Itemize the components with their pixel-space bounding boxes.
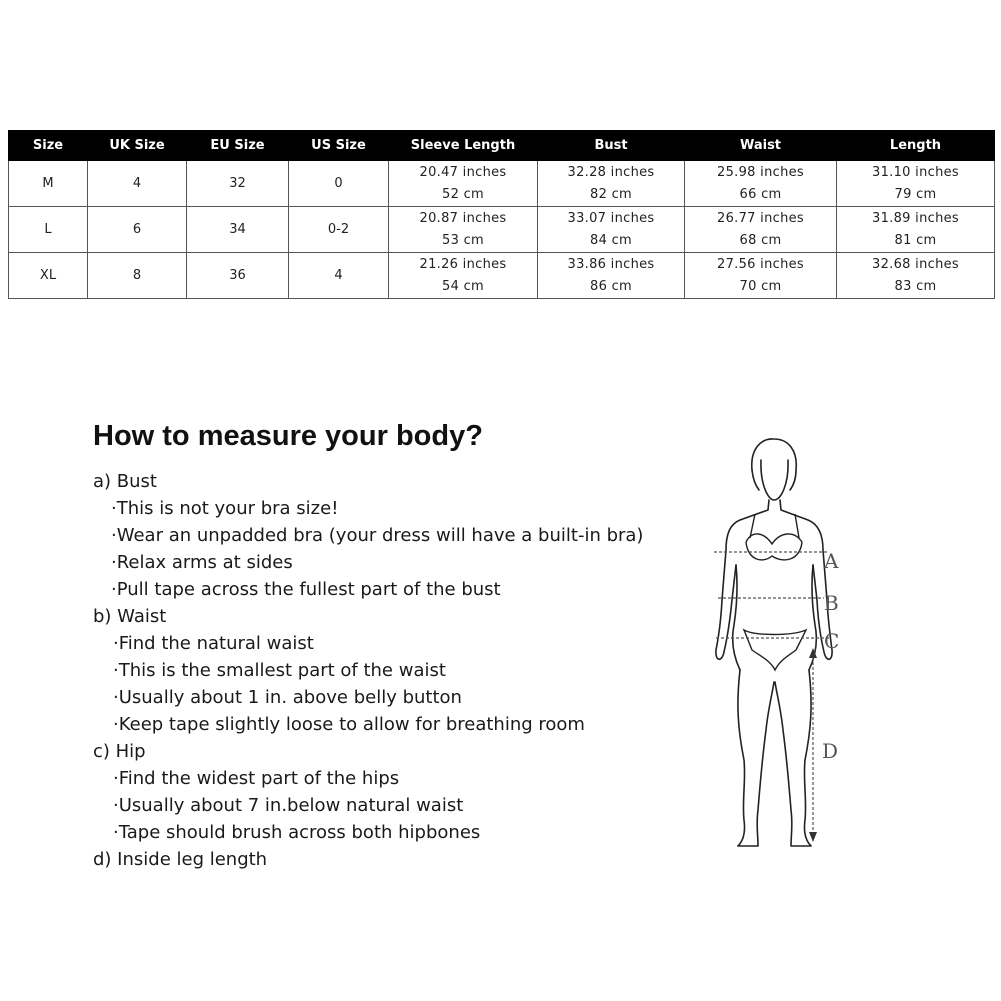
cell-sleeve-length	[389, 207, 538, 253]
cell-us-size: 4	[289, 253, 389, 299]
cell-eu-size: 34	[187, 207, 289, 253]
hip-tip: ·Find the widest part of the hips	[113, 768, 400, 789]
header-us-size: US Size	[289, 131, 389, 161]
arrow-down-icon	[809, 832, 817, 842]
value-cm: 86 cm	[590, 278, 632, 294]
cell-eu-size: 32	[187, 161, 289, 207]
bust-tip: ·Relax arms at sides	[111, 552, 293, 573]
cell-eu-size: 36	[187, 253, 289, 299]
section-heading-bust: a) Bust	[93, 471, 157, 492]
cell-waist	[685, 161, 837, 207]
bikini-outline	[744, 514, 806, 670]
hip-tip: ·Usually about 7 in.below natural waist	[113, 795, 464, 816]
cell-uk-size: 6	[88, 207, 187, 253]
value-cm: 79 cm	[894, 186, 937, 202]
value-cm: 81 cm	[894, 232, 937, 248]
bust-tip: ·This is not your bra size!	[111, 498, 339, 519]
value-cm: 83 cm	[894, 278, 937, 294]
guide-title: How to measure your body?	[93, 420, 483, 452]
cell-size: M	[9, 161, 88, 207]
cell-bust	[538, 253, 685, 299]
header-size: Size	[9, 131, 88, 161]
marker-c: C	[824, 629, 840, 653]
value-inches: 32.28 inches	[567, 164, 655, 180]
waist-tip: ·Keep tape slightly loose to allow for breathing room	[113, 714, 585, 735]
value-cm: 70 cm	[739, 278, 782, 294]
marker-a: A	[824, 549, 839, 573]
bust-tip: ·Pull tape across the fullest part of the bust	[111, 579, 501, 600]
value-inches: 20.47 inches	[419, 164, 507, 180]
value-cm: 53 cm	[442, 232, 484, 248]
body-measurement-figure	[700, 430, 860, 870]
section-heading-hip: c) Hip	[93, 741, 146, 762]
cell-length	[837, 161, 995, 207]
table-row	[9, 207, 995, 253]
section-heading-inside-leg: d) Inside leg length	[93, 849, 268, 870]
cell-bust	[538, 161, 685, 207]
header-bust: Bust	[538, 131, 685, 161]
marker-d: D	[822, 739, 839, 763]
table-row	[9, 253, 995, 299]
cell-uk-size: 4	[88, 161, 187, 207]
cell-us-size: 0-2	[289, 207, 389, 253]
value-cm: 84 cm	[590, 232, 632, 248]
value-inches: 31.10 inches	[872, 164, 959, 180]
value-inches: 33.86 inches	[567, 256, 655, 272]
section-heading-waist: b) Waist	[93, 606, 167, 627]
bust-tip: ·Wear an unpadded bra (your dress will have a built-in bra)	[111, 525, 644, 546]
header-waist: Waist	[685, 131, 837, 161]
cell-length	[837, 253, 995, 299]
cell-sleeve-length	[389, 161, 538, 207]
cell-length	[837, 207, 995, 253]
waist-tip: ·Find the natural waist	[113, 633, 314, 654]
cell-size: L	[9, 207, 88, 253]
value-cm: 66 cm	[739, 186, 782, 202]
header-length: Length	[837, 131, 995, 161]
body-outline	[716, 439, 832, 846]
cell-waist	[685, 207, 837, 253]
value-inches: 20.87 inches	[419, 210, 507, 226]
value-cm: 54 cm	[442, 278, 484, 294]
measure-guide-list	[93, 468, 713, 873]
value-inches: 21.26 inches	[419, 256, 507, 272]
waist-tip: ·This is the smallest part of the waist	[113, 660, 446, 681]
value-inches: 31.89 inches	[872, 210, 959, 226]
cell-uk-size: 8	[88, 253, 187, 299]
value-inches: 32.68 inches	[872, 256, 959, 272]
marker-b: B	[824, 591, 839, 615]
header-uk-size: UK Size	[88, 131, 187, 161]
value-inches: 27.56 inches	[717, 256, 804, 272]
value-cm: 52 cm	[442, 186, 484, 202]
size-chart-table	[8, 130, 995, 299]
table-header-row	[9, 131, 995, 161]
value-inches: 33.07 inches	[567, 210, 655, 226]
table-row	[9, 161, 995, 207]
cell-us-size: 0	[289, 161, 389, 207]
cell-bust	[538, 207, 685, 253]
value-cm: 82 cm	[590, 186, 632, 202]
cell-waist	[685, 253, 837, 299]
hip-tip: ·Tape should brush across both hipbones	[113, 822, 481, 843]
cell-sleeve-length	[389, 253, 538, 299]
value-inches: 26.77 inches	[717, 210, 804, 226]
value-cm: 68 cm	[739, 232, 782, 248]
cell-size: XL	[9, 253, 88, 299]
header-eu-size: EU Size	[187, 131, 289, 161]
waist-tip: ·Usually about 1 in. above belly button	[113, 687, 462, 708]
value-inches: 25.98 inches	[717, 164, 804, 180]
header-sleeve-length: Sleeve Length	[389, 131, 538, 161]
